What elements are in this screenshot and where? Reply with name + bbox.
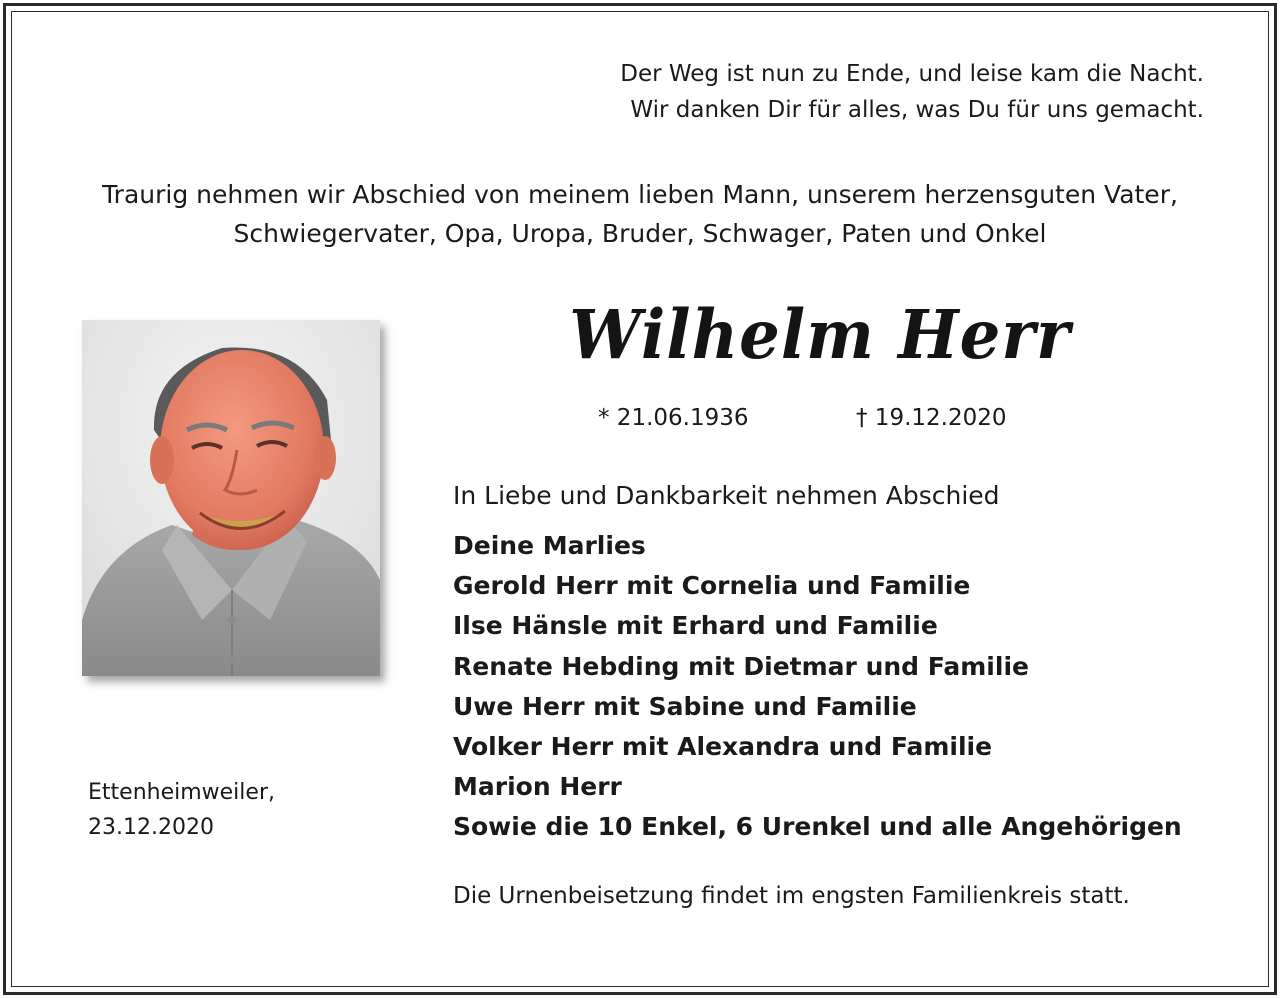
motto-line-1: Der Weg ist nun zu Ende, und leise kam die Nacht. bbox=[620, 61, 1204, 87]
portrait-illustration bbox=[82, 320, 380, 676]
portrait-photo bbox=[82, 320, 380, 676]
mourner-item: Deine Marlies bbox=[453, 531, 646, 560]
motto-verse bbox=[564, 56, 1204, 128]
mourner-item: Marion Herr bbox=[453, 772, 622, 802]
place-date: 23.12.2020 bbox=[88, 815, 214, 840]
motto-line-2: Wir danken Dir für alles, was Du für uns gemacht. bbox=[630, 97, 1204, 123]
mourner-item: Ilse Hänsle mit Erhard und Familie bbox=[453, 611, 938, 641]
death-date: † 19.12.2020 bbox=[856, 405, 1007, 431]
place-and-date bbox=[88, 775, 275, 845]
place-town: Ettenheimweiler, bbox=[88, 780, 275, 805]
mourner-item: Sowie die 10 Enkel, 6 Urenkel und alle Angehörigen bbox=[453, 812, 1182, 842]
birth-date: * 21.06.1936 bbox=[598, 405, 749, 431]
intro-line-1: Traurig nehmen wir Abschied von meinem lieben Mann, unserem herzensguten Vater, bbox=[102, 180, 1178, 209]
deceased-name: Wilhelm Herr bbox=[569, 296, 1071, 375]
mourner-item: Volker Herr mit Alexandra und Familie bbox=[453, 732, 993, 762]
mourner-item: Uwe Herr mit Sabine und Familie bbox=[453, 691, 917, 721]
life-dates bbox=[598, 402, 1038, 434]
mourner-item: Gerold Herr mit Cornelia und Familie bbox=[453, 571, 971, 601]
mourner-item: Renate Hebding mit Dietmar und Familie bbox=[453, 651, 1029, 681]
intro-line-2: Schwiegervater, Opa, Uropa, Bruder, Schwager, Paten und Onkel bbox=[233, 219, 1047, 248]
burial-notice: Die Urnenbeisetzung findet im engsten Familienkreis statt. bbox=[453, 883, 1130, 909]
farewell-line: In Liebe und Dankbarkeit nehmen Abschied bbox=[453, 481, 1000, 510]
intro-text bbox=[40, 175, 1240, 253]
mourners-list bbox=[453, 526, 1182, 848]
